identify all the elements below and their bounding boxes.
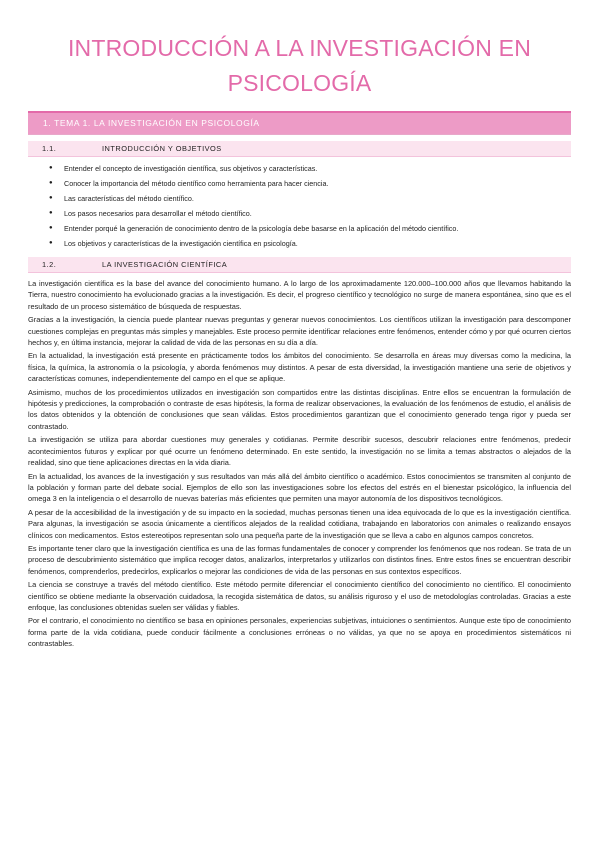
subsection-title: INTRODUCCIÓN Y OBJETIVOS — [102, 144, 222, 153]
list-item: ● Los pasos necesarios para desarrollar el método científico. — [28, 206, 571, 221]
list-item: ● Conocer la importancia del método científico como herramienta para hacer ciencia. — [28, 176, 571, 191]
document-title: INTRODUCCIÓN A LA INVESTIGACIÓN EN PSICOLOGÍA — [67, 35, 532, 96]
paragraph: Por el contrario, el conocimiento no científico se basa en opiniones personales, experiencias subjetivas, intuiciones o sentimientos. Aunque este tipo de conocimiento forma parte de la vida cotidiana, puede conducir fácilmente a conclusiones erróneas o no válidas, ya que no se apoya en procedimientos sistemáticos ni contrastables. — [28, 616, 571, 649]
section-heading: 1. TEMA 1. LA INVESTIGACIÓN EN PSICOLOGÍA — [28, 111, 571, 135]
subsection-heading-research — [28, 257, 571, 273]
list-item: ● Los objetivos y características de la investigación científica en psicología. — [28, 236, 571, 251]
body-text — [28, 278, 571, 650]
paragraph: La ciencia se construye a través del método científico. Este método permite diferenciar el conocimiento científico del conocimiento no científico. El conocimiento científico se obtiene mediante la observación cuidadosa, la recogida sistemática de datos, su análisis riguroso y el uso de metodologías controladas. Gracias a este enfoque, las conclusiones obtenidas suelen ser válidas y fiables. — [28, 580, 571, 612]
list-item: ● Las características del método científico. — [28, 191, 571, 206]
subsection-number: 1.2. — [42, 260, 57, 269]
paragraph: En la actualidad, la investigación está presente en prácticamente todos los ámbitos del conocimiento. Se desarrolla en áreas muy diversas como la medicina, la física, la química, la astronomía o la psicología, y aborda fenómenos muy distintos. A pesar de esta diversidad, la investigación mantiene una serie de objetivos y características comunes, independientemente del campo en el que se aplique. — [28, 351, 571, 384]
paragraph: La investigación científica es la base del avance del conocimiento humano. A lo largo de los aproximadamente 120.000–100.000 años que llevamos habitando la Tierra, nuestro conocimiento ha evolucionado gracias a la investigación. Es decir, el progreso científico y tecnológico no surge de manera espontánea, sino que es el resultado de un proceso sistemático de búsqueda de respuestas. — [28, 279, 571, 311]
paragraph: Asimismo, muchos de los procedimientos utilizados en investigación son compartidos entre las distintas disciplinas. Entre ellos se encuentran la formulación de hipótesis y predicciones, la comprobación o contraste de esas hipótesis, la forma de realizar observaciones, la evaluación de los fenómenos de estudio, el análisis de los datos obtenidos y la obtención de conclusiones que sean válidas. Estos procedimientos garantizan que el conocimiento generado tenga rigor y pueda ser contrastado. — [28, 387, 571, 431]
paragraph: Es importante tener claro que la investigación científica es una de las formas fundamentales de conocer y comprender los fenómenos que nos rodean. Se trata de un proceso de descubrimiento sistemático que implica recoger datos, analizarlos, interpretarlos y utilizarlos con distintos fines. Entre estos fines se encuentran describir fenómenos, comprenderlos, predecirlos, explicarlos o mejorar las condiciones de vida de las personas en sus contextos específicos. — [28, 543, 571, 576]
paragraph: A pesar de la accesibilidad de la investigación y de su impacto en la sociedad, muchas personas tienen una idea equivocada de lo que es la investigación científica. Para algunas, la investigación se asocia únicamente a científicos alejados de la realidad cotidiana, trabajando en laboratorios con animales o realizando ensayos clínicos con medicamentos. Estos estereotipos representan solo una pequeña parte de la investigación que se lleva a cabo en algunos campos concretos. — [28, 507, 571, 540]
objectives-list — [28, 161, 571, 251]
list-item: ● Entender el concepto de investigación científica, sus objetivos y características. — [28, 161, 571, 176]
paragraph: La investigación se utiliza para abordar cuestiones muy generales y cotidianas. Permite describir sucesos, descubrir relaciones entre fenómenos, predecir acontecimientos futuros y explicar por qué ocurre un fenómeno determinado. En este sentido, la investigación no se limita a temas abstractos o alejados de la realidad, sino que tiene aplicaciones directas en la vida diaria. — [28, 435, 571, 468]
list-item: ● Entender porqué la generación de conocimiento dentro de la psicología debe basarse en la aplicación del método científico. — [28, 221, 571, 236]
subsection-title: LA INVESTIGACIÓN CIENTÍFICA — [102, 260, 228, 269]
subsection-heading-intro — [28, 141, 571, 157]
paragraph: En la actualidad, los avances de la investigación y sus resultados van más allá del ámbito científico o académico. Estos conocimientos se transmiten al conjunto de la población y forman parte del debate social. Ejemplos de ello son las investigaciones sobre los efectos del estrés en el bienestar psicológico, la influencia del omega 3 en la inteligencia o el desarrollo de nuevas baterías más eficientes que permiten una mayor autonomía de los dispositivos tecnológicos. — [28, 471, 571, 504]
paragraph: Gracias a la investigación, la ciencia puede plantear nuevas preguntas y generar nuevos conocimientos. Los científicos utilizan la investigación para descomponer cuestiones complejas en preguntas más simples y manejables. Este proceso permite identificar relaciones entre fenómenos, entender cómo y por qué ocurren ciertos hechos y, en última instancia, mejorar la calidad de vida de las personas en su día a día. — [28, 315, 571, 348]
subsection-number: 1.1. — [42, 144, 57, 153]
